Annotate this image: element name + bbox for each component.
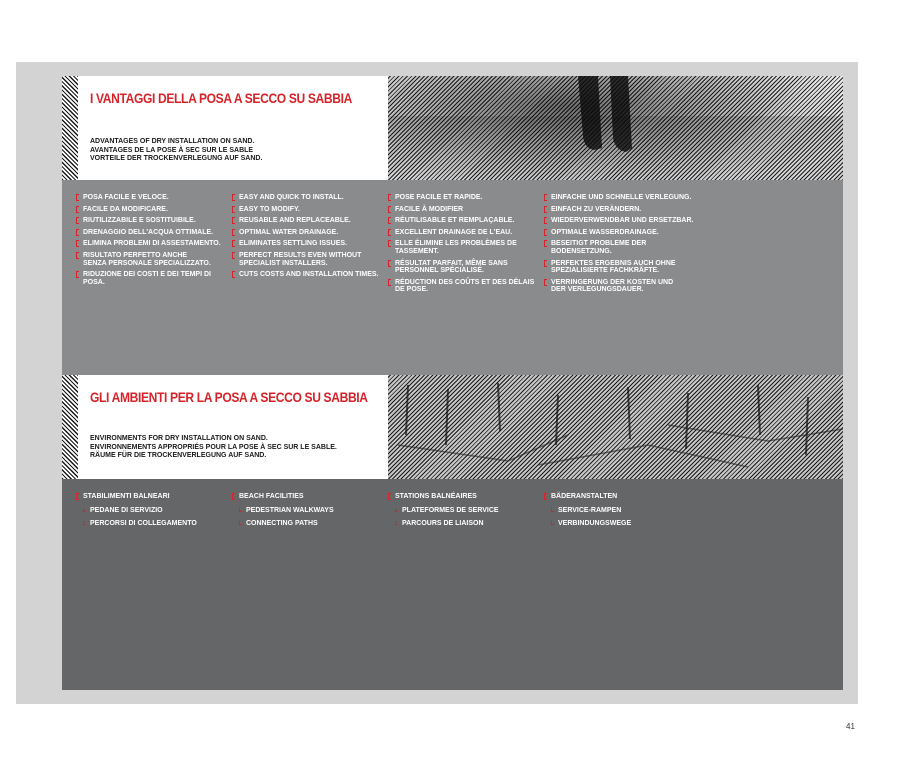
advantages-header [62, 76, 388, 180]
environments-section [62, 375, 843, 690]
advantages-column-it [76, 194, 226, 290]
subtitle-line: ENVIRONNEMENTS APPROPRIÉS POUR LA POSE À SEC SUR LE SABLE. [90, 443, 337, 451]
list-item: EINFACH ZU VERÄNDERN. [544, 206, 694, 214]
advantages-column-de [544, 194, 694, 298]
list-item: VERRINGERUNG DER KOSTEN UND DER VERLEGUNGSDAUER. [544, 279, 681, 294]
list-item: ELLE ÉLIMINE LES PROBLÈMES DE TASSEMENT. [388, 240, 523, 255]
list-item: EINFACHE UND SCHNELLE VERLEGUNG. [544, 194, 694, 202]
list-item: RISULTATO PERFETTO ANCHE SENZA PERSONALE SPECIALIZZATO. [76, 252, 211, 267]
list-item: STABILIMENTI BALNEARI [76, 493, 226, 501]
list-item: BESEITIGT PROBLEME DER BODENSETZUNG. [544, 240, 661, 255]
list-item: ELIMINATES SETTLING ISSUES. [232, 240, 382, 248]
sub-list-item: PEDANE DI SERVIZIO [76, 507, 226, 515]
list-item: PERFEKTES ERGEBNIS AUCH OHNE SPEZIALISIERTE FACHKRÄFTE. [544, 260, 679, 275]
list-item: RÉDUCTION DES COÛTS ET DES DÉLAIS DE POSE. [388, 279, 535, 294]
list-item: BEACH FACILITIES [232, 493, 382, 501]
photo-feet-walkway [388, 76, 843, 180]
list-item: DRENAGGIO DELL'ACQUA OTTIMALE. [76, 229, 226, 237]
sub-list-item: PEDESTRIAN WALKWAYS [232, 507, 382, 515]
list-item: BÄDERANSTALTEN [544, 493, 694, 501]
list-item: RIUTILIZZABILE E SOSTITUIBILE. [76, 217, 226, 225]
list-item: POSA FACILE E VELOCE. [76, 194, 226, 202]
environments-column-it [76, 493, 226, 534]
subtitle-line: VORTEILE DER TROCKENVERLEGUNG AUF SAND. [90, 155, 263, 163]
sub-list-item: PERCORSI DI COLLEGAMENTO [76, 520, 226, 528]
hatch-decoration [62, 76, 78, 180]
list-item: POSE FACILE ET RAPIDE. [388, 194, 538, 202]
list-item: CUTS COSTS AND INSTALLATION TIMES. [232, 271, 382, 279]
advantages-subtitle [90, 138, 262, 164]
sub-list-item: VERBINDUNGSWEGE [544, 520, 694, 528]
advantages-column-en [232, 194, 382, 283]
environments-column-fr [388, 493, 538, 534]
advantages-panel [62, 180, 843, 375]
environments-subtitle [90, 435, 337, 461]
advantages-column-fr [388, 194, 538, 298]
list-item: STATIONS BALNÉAIRES [388, 493, 538, 501]
list-item: OPTIMAL WATER DRAINAGE. [232, 229, 382, 237]
subtitle-line: ENVIRONMENTS FOR DRY INSTALLATION ON SAND. [90, 435, 268, 442]
list-item: REUSABLE AND REPLACEABLE. [232, 217, 382, 225]
list-item: OPTIMALE WASSERDRAINAGE. [544, 229, 694, 237]
environments-header [62, 375, 388, 479]
environments-title: GLI AMBIENTI PER LA POSA A SECCO SU SABBIA [90, 389, 368, 405]
sub-list-item: SERVICE-RAMPEN [544, 507, 694, 515]
list-item: EASY TO MODIFY. [232, 206, 382, 214]
advantages-section [62, 76, 843, 375]
subtitle-line: ADVANTAGES OF DRY INSTALLATION ON SAND. [90, 138, 255, 145]
page-number: 41 [846, 722, 855, 731]
environments-column-de [544, 493, 694, 534]
hatch-decoration [62, 375, 78, 479]
list-item: FACILE DA MODIFICARE. [76, 206, 226, 214]
advantages-title: I VANTAGGI DELLA POSA A SECCO SU SABBIA [90, 90, 352, 106]
sub-list-item: PARCOURS DE LIAISON [388, 520, 538, 528]
list-item: WIEDERVERWENDBAR UND ERSETZBAR. [544, 217, 694, 225]
list-item: EASY AND QUICK TO INSTALL. [232, 194, 382, 202]
subtitle-line: AVANTAGES DE LA POSE À SEC SUR LE SABLE [90, 146, 254, 154]
photo-beach-walkway [388, 375, 843, 479]
list-item: RÉSULTAT PARFAIT, MÊME SANS PERSONNEL SPÉCIALISÉ. [388, 260, 523, 275]
list-item: RÉUTILISABLE ET REMPLAÇABLE. [388, 217, 538, 225]
list-item: FACILE À MODIFIER [388, 206, 538, 214]
list-item: EXCELLENT DRAINAGE DE L'EAU. [388, 229, 538, 237]
environments-panel [62, 479, 843, 690]
list-item: PERFECT RESULTS EVEN WITHOUT SPECIALIST INSTALLERS. [232, 252, 367, 267]
subtitle-line: RÄUME FÜR DIE TROCKENVERLEGUNG AUF SAND. [90, 452, 267, 460]
list-item: RIDUZIONE DEI COSTI E DEI TEMPI DI POSA. [76, 271, 211, 286]
sub-list-item: PLATEFORMES DE SERVICE [388, 507, 538, 515]
environments-column-en [232, 493, 382, 534]
sub-list-item: CONNECTING PATHS [232, 520, 382, 528]
photo-overlay [388, 375, 843, 479]
list-item: ELIMINA PROBLEMI DI ASSESTAMENTO. [76, 240, 226, 248]
